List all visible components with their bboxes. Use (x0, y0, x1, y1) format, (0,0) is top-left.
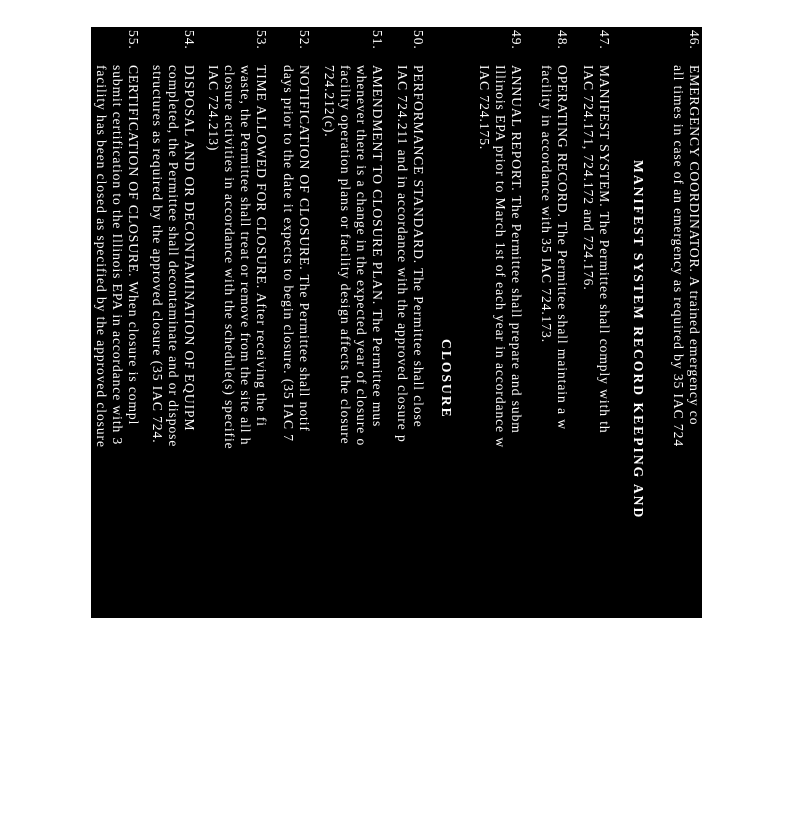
item-line: estimate, prepared in accordance with 35 IAC 724.242, mus (53, 65, 68, 443)
item-line: days prior to the date it expects to begin closure. (35 IAC 7 (281, 65, 296, 442)
item-line: Illinois EPA prior to March 1st of each year in accordance w (493, 65, 508, 449)
scanned-page (53, 27, 702, 618)
item-number: 50. (411, 30, 426, 50)
item-line: IAC 724.213) (206, 65, 221, 152)
item-line: ANNUAL REPORT. The Permittee shall prepare and subm (509, 65, 524, 434)
item-number: 51. (370, 30, 385, 50)
item-number: 54. (182, 30, 197, 50)
item-line: NOTIFICATION OF CLOSURE. The Permittee shall notif (297, 65, 312, 432)
section-heading-manifest: MANIFEST SYSTEM RECORD KEEPING AND (631, 160, 646, 520)
item-line: whenever there is a change in the expected year of closure o (354, 65, 369, 447)
item-number: 46. (687, 30, 702, 50)
item-number: 52. (297, 30, 312, 50)
item-line: PERFORMANCE STANDARD. The Permittee shall close (411, 65, 426, 428)
item-line: facility in accordance with 35 IAC 724.173. (539, 65, 554, 344)
item-line: submit certification to the Illinois EPA in accordance with 3 (110, 65, 125, 446)
item-number: 47. (597, 30, 612, 50)
document-text (53, 27, 702, 618)
item-number: 49. (509, 30, 524, 50)
item-line: MANIFEST SYSTEM. The Permittee shall comply with th (597, 65, 612, 434)
item-line: OPERATING RECORD. The Permittee shall maintain a w (555, 65, 570, 430)
item-line: completed, the Permittee shall decontaminate and or dispose (166, 65, 181, 448)
item-line: facility operation plans or facility design affects the closure (338, 65, 353, 445)
item-line: TIME ALLOWED FOR CLOSURE. After receiving the fi (254, 65, 269, 427)
item-line: structures as required by the approved closure (35 IAC 724. (150, 65, 165, 444)
item-line: AMENDMENT TO CLOSURE PLAN. The Permittee mus (370, 65, 385, 428)
item-line: IAC 724.171, 724.172 and 724.176. (581, 65, 596, 291)
item-line: DISPOSAL AND OR DECONTAMINATION OF EQUIPM (182, 65, 197, 432)
item-line: closure activities in accordance with the schedule(s) specifie (222, 65, 237, 450)
item-line: all times in case of an emergency as required by 35 IAC 724 (671, 65, 686, 448)
item-line: CERTIFICATION OF CLOSURE. When closure is compl (126, 65, 141, 426)
item-line: COST ESTIMATE FOR FACILITY CLOSURE. The Perm (69, 65, 84, 427)
item-line: 724.212(c). (322, 65, 337, 138)
item-line: EMERGENCY COORDINATOR. A trained emergency co (687, 65, 702, 426)
item-number: 55. (126, 30, 141, 50)
item-line: IAC 724.211 and in accordance with the approved closure p (395, 65, 410, 443)
item-line: IAC 724.175. (477, 65, 492, 151)
item-number: 56. (69, 30, 84, 50)
section-heading-closure: CLOSURE (439, 339, 454, 419)
item-line: waste, the Permittee shall treat or remove from the site all h (238, 65, 253, 446)
item-line: facility has been closed as specified by the approved closure (94, 65, 109, 448)
item-number: 48. (555, 30, 570, 50)
item-number: 53. (254, 30, 269, 50)
